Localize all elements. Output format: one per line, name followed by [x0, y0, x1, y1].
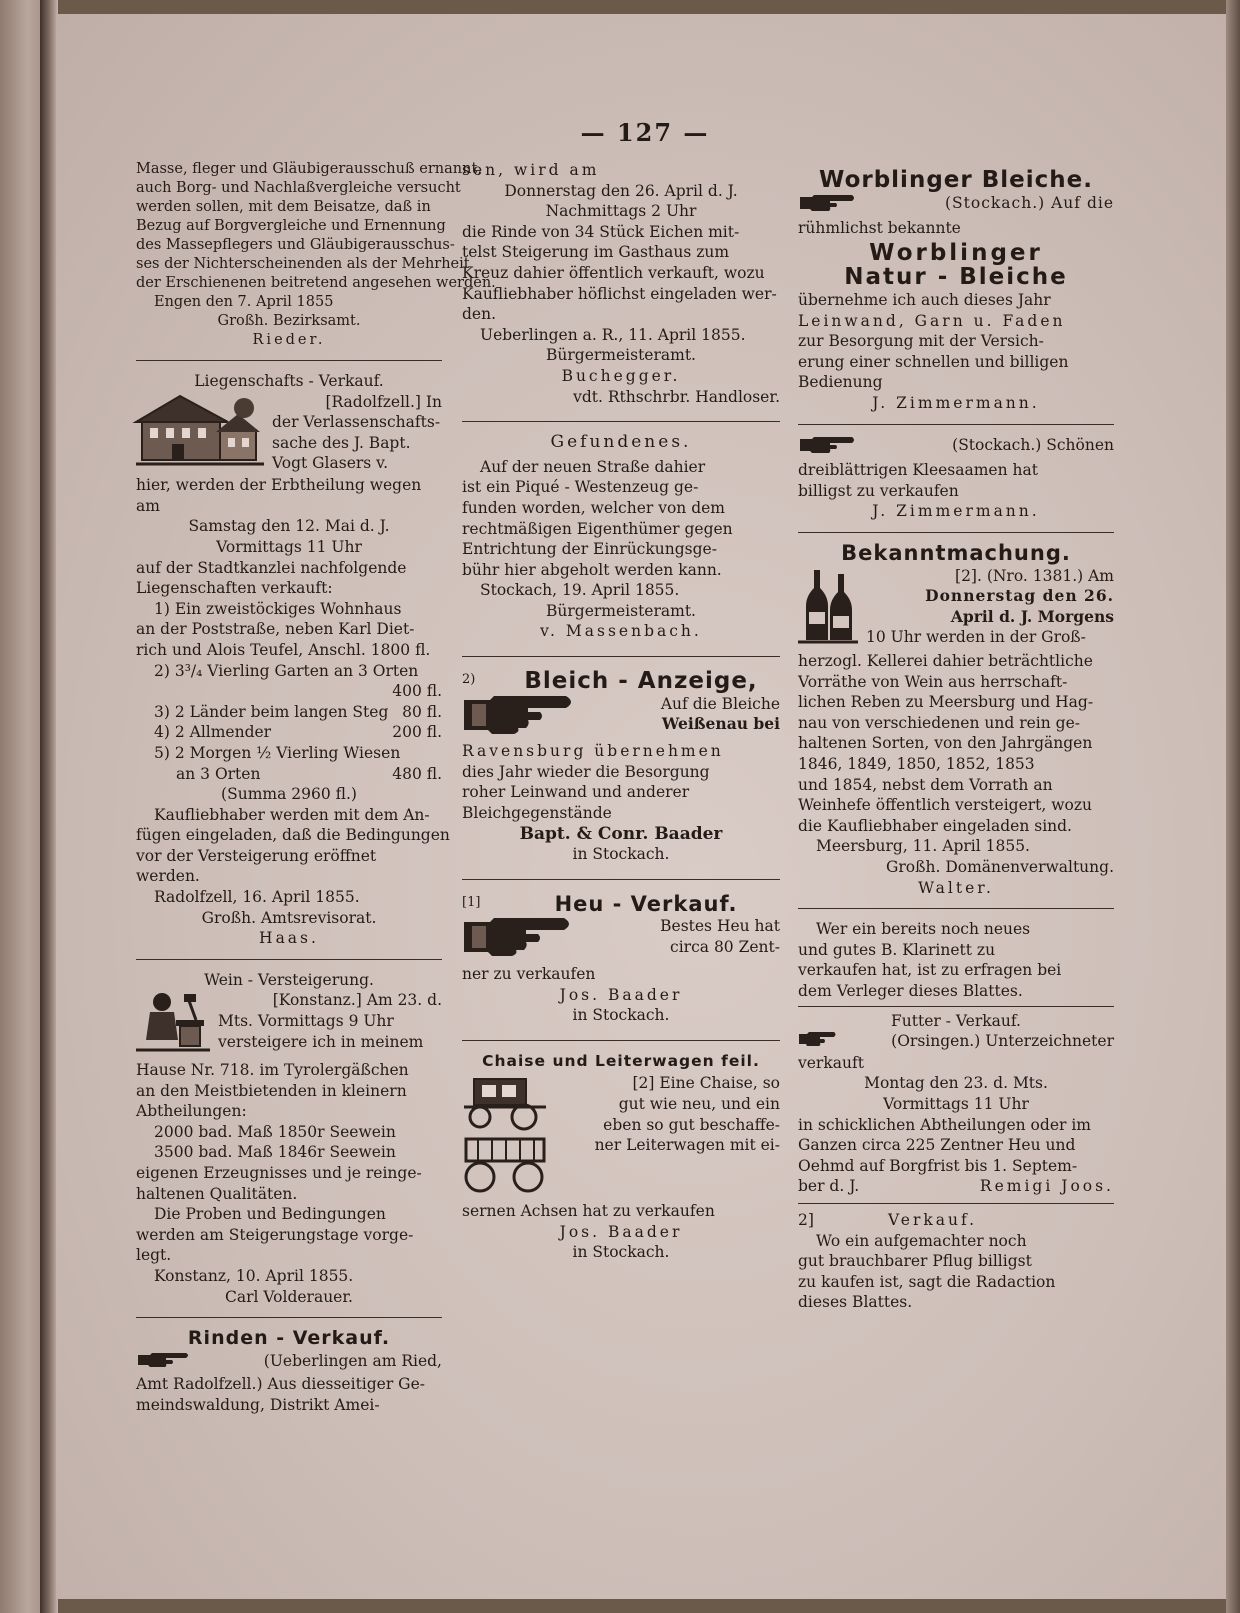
notice-title: Chaise und Leiterwagen feil.: [482, 1051, 760, 1070]
notice-signature: Walter.: [918, 878, 994, 897]
divider: [136, 959, 442, 960]
text-line: Vorräthe von Wein aus herrschaft-: [798, 672, 1068, 691]
notice-signature: Haas.: [259, 929, 319, 948]
text-line: [2] Eine Chaise, so: [632, 1074, 780, 1093]
bottles-icon: [798, 566, 858, 652]
text-line: versteigere ich in meinem: [218, 1032, 424, 1051]
text-line: Donnerstag den 26.: [925, 586, 1114, 606]
divider: [798, 424, 1114, 425]
text-line: an den Meistbietenden in kleinern: [136, 1081, 407, 1100]
notice-title: Worblinger Bleiche.: [819, 167, 1093, 193]
list-value: 480 fl.: [392, 764, 442, 783]
text-line: ses der Nichterscheinenden als der Mehrheit: [136, 256, 470, 272]
text-line: Leinwand, Garn u. Faden: [798, 311, 1066, 330]
text-line: des Massepflegers und Gläubigerausschus-: [136, 237, 455, 253]
notice-office: Bürgermeisteramt.: [546, 346, 696, 365]
notice-top: [136, 160, 496, 350]
text-line: und 1854, nebst dem Vorrath an: [798, 775, 1053, 794]
text-line: Auf der neuen Straße dahier: [480, 457, 706, 476]
notice-signature: Remigi Joos.: [979, 1177, 1114, 1196]
text-line: rechtmäßigen Eigenthümer gegen: [462, 519, 733, 538]
notice-rinden: [136, 1328, 442, 1415]
text-line: verkauft: [798, 1053, 864, 1072]
divider: [798, 532, 1114, 533]
text-line: hier, werden der Erbtheilung wegen: [136, 476, 422, 495]
text-line: der Verlassenschafts-: [272, 413, 441, 432]
notice-signature: Carl Volderauer.: [225, 1287, 353, 1306]
text-line: Mts. Vormittags 9 Uhr: [218, 1012, 394, 1031]
text-line: verkaufen hat, ist zu erfragen bei: [798, 961, 1062, 980]
notice-rinden-cont: [462, 160, 780, 407]
notice-marker: 2): [462, 672, 476, 688]
text-line: Abtheilungen:: [136, 1102, 247, 1121]
text-line: meindswaldung, Distrikt Amei-: [136, 1395, 380, 1414]
sale-time: Nachmittags 2 Uhr: [545, 202, 697, 221]
divider: [462, 421, 780, 422]
text-line: ber d. J.: [798, 1177, 860, 1196]
text-line: werden.: [136, 867, 200, 886]
notice-office: Großh. Amtsrevisorat.: [201, 908, 377, 927]
text-line: [Radolfzell.] In: [325, 392, 442, 411]
divider: [798, 1203, 1114, 1204]
text-line: herzogl. Kellerei dahier beträchtliche: [798, 652, 1093, 671]
text-line: werden am Steigerungstage vorge-: [136, 1225, 414, 1244]
notice-date: Radolfzell, 16. April 1855.: [154, 888, 360, 907]
notice-date: Stockach, 19. April 1855.: [480, 581, 680, 600]
list-item: rich und Alois Teufel, Anschl. 1800 fl.: [136, 640, 431, 659]
notice-title: Bekanntmachung.: [841, 540, 1071, 565]
notice-signature: v. Massenbach.: [540, 622, 702, 641]
divider: [462, 879, 780, 880]
text-line: Bedienung: [798, 373, 883, 392]
notice-signature: J. Zimmermann.: [872, 393, 1040, 412]
text-line: Bleichgegenstände: [462, 804, 612, 823]
text-line: [2]. (Nro. 1381.) Am: [955, 566, 1114, 585]
text-line: haltenen Qualitäten.: [136, 1184, 298, 1203]
text-line: ner zu verkaufen: [462, 965, 596, 983]
notice-title: Gefundenes.: [550, 432, 692, 453]
divider: [462, 1040, 780, 1041]
ladder-wagon-icon: [466, 1139, 544, 1191]
text-line: Vogt Glasers v.: [272, 454, 389, 473]
text-line: fügen eingeladen, daß die Bedingungen: [136, 826, 450, 845]
notice-bekanntmachung: [798, 540, 1114, 898]
text-line: (Stockach.) Schönen: [952, 435, 1114, 454]
text-line: Weinhefe öffentlich versteigert, wozu: [798, 796, 1092, 815]
divider: [798, 908, 1114, 909]
text-line: billigst zu verkaufen: [798, 481, 959, 500]
divider: [136, 1317, 442, 1318]
notice-verkauf: [798, 1210, 1114, 1313]
text-line: bühr hier abgeholt werden kann.: [462, 560, 722, 579]
text-line: nau von verschiedenen und rein ge-: [798, 713, 1080, 732]
divider: [462, 656, 780, 657]
notice-signature: Jos. Baader: [559, 985, 683, 1004]
product-name: Worblinger: [869, 239, 1043, 266]
text-line: 10 Uhr werden in der Groß-: [866, 628, 1086, 647]
book-edge: [1226, 0, 1240, 1613]
text-line: dem Verleger dieses Blattes.: [798, 982, 1023, 1000]
text-line: Auf die Bleiche: [660, 694, 780, 713]
text-line: 1846, 1849, 1850, 1852, 1853: [798, 755, 1035, 774]
notice-signature: Bapt. & Conr. Baader: [519, 823, 723, 844]
notice-title: Futter - Verkauf.: [891, 1011, 1021, 1030]
notice-place: in Stockach.: [572, 1006, 670, 1025]
notice-worblinger: [798, 167, 1114, 414]
divider: [798, 1006, 1114, 1007]
text-line: haltenen Sorten, von den Jahrgängen: [798, 734, 1093, 753]
text-line: dies Jahr wieder die Besorgung: [462, 762, 710, 781]
house-woodcut-icon: [136, 392, 264, 476]
text-line: zur Besorgung mit der Versich-: [798, 332, 1044, 351]
notice-marker: [1]: [462, 894, 481, 910]
notice-date: Ueberlingen a. R., 11. April 1855.: [480, 325, 746, 344]
text-line: dreiblättrigen Kleesaamen hat: [798, 461, 1038, 480]
page-number: — 127 —: [580, 118, 710, 147]
notice-office: Bürgermeisteramt.: [546, 601, 696, 620]
notice-title: Bleich - Anzeige,: [524, 668, 758, 695]
text-line: auch Borg- und Nachlaßvergleiche versucht: [136, 180, 461, 196]
list-item: 2000 bad. Maß 1850r Seewein: [154, 1122, 396, 1141]
list-value: 200 fl.: [392, 723, 442, 742]
text-line: Masse, fleger und Gläubigerausschuß ernannt,: [136, 161, 482, 177]
text-line: legt.: [136, 1246, 172, 1265]
notice-title: Liegenschafts - Verkauf.: [194, 372, 384, 390]
text-line: zu kaufen ist, sagt die Radaction: [798, 1272, 1056, 1291]
sale-date: Donnerstag den 26. April d. J.: [504, 181, 738, 200]
notice-liegenschaft: [136, 371, 450, 949]
text-line: auf der Stadtkanzlei nachfolgende: [136, 558, 407, 577]
text-line: gut brauchbarer Pflug billigst: [798, 1252, 1032, 1271]
text-line: Hause Nr. 718. im Tyrolergäßchen: [136, 1061, 409, 1080]
column-1: [136, 160, 496, 1416]
text-line: Wo ein aufgemachter noch: [816, 1231, 1027, 1250]
text-line: erung einer schnellen und billigen: [798, 352, 1069, 371]
notice-gefundenes: [462, 432, 780, 642]
text-line: die Kaufliebhaber eingeladen sind.: [798, 816, 1072, 835]
pointing-hand-icon: [462, 694, 580, 742]
notice-office: Großh. Bezirksamt.: [217, 313, 361, 329]
sale-time: Vormittags 11 Uhr: [216, 537, 362, 556]
notice-signature: J. Zimmermann.: [872, 502, 1040, 521]
text-line: (Orsingen.) Unterzeichneter: [891, 1032, 1114, 1051]
text-line: Bezug auf Borgvergleiche und Ernennung: [136, 218, 446, 234]
text-line: die Rinde von 34 Stück Eichen mit-: [462, 222, 740, 241]
text-line: ist ein Piqué - Westenzeug ge-: [462, 478, 699, 497]
text-line: Entrichtung der Einrückungsge-: [462, 540, 717, 559]
text-line: übernehme ich auch dieses Jahr: [798, 290, 1051, 309]
notice-place: in Stockach.: [572, 1243, 670, 1262]
divider: [136, 360, 442, 361]
notice-wein: [136, 970, 442, 1307]
text-line: Bestes Heu hat: [660, 917, 780, 936]
text-line: am: [136, 496, 160, 515]
text-line: rühmlichst bekannte: [798, 219, 961, 238]
text-line: sen, wird am: [462, 161, 600, 179]
text-line: ner Leiterwagen mit ei-: [594, 1136, 780, 1155]
list-item: 1) Ein zweistöckiges Wohnhaus: [154, 599, 402, 618]
text-line: Wer ein bereits noch neues: [816, 920, 1031, 939]
pointing-hand-icon: [136, 1351, 192, 1375]
list-value: 80 fl.: [402, 702, 442, 721]
text-line: werden sollen, mit dem Beisatze, daß in: [136, 199, 431, 215]
sale-time: Vormittags 11 Uhr: [883, 1094, 1029, 1113]
text-line: Ganzen circa 225 Zentner Heu und: [798, 1136, 1076, 1155]
list-item: 2) 3³/₄ Vierling Garten an 3 Orten: [154, 661, 419, 680]
notice-title: Verkauf.: [888, 1210, 978, 1229]
text-line: der Erschienenen beitretend angesehen werden.: [136, 275, 496, 291]
chaise-woodcut-icon: [462, 1073, 548, 1201]
notice-signature: Rieder.: [252, 332, 326, 348]
text-line: Kaufliebhaber werden mit dem An-: [154, 805, 430, 824]
text-line: gut wie neu, und ein: [618, 1094, 780, 1113]
pointing-hand-icon: [798, 193, 858, 219]
pointing-hand-icon: [798, 1031, 838, 1053]
text-line: circa 80 Zent-: [670, 938, 780, 956]
text-line: den.: [462, 305, 497, 324]
text-line: in schicklichen Abtheilungen oder im: [798, 1115, 1091, 1134]
list-item: an 3 Orten: [176, 764, 261, 783]
notice-chaise: [462, 1051, 780, 1263]
text-line: eben so gut beschaffe-: [603, 1115, 780, 1134]
column-2: [462, 160, 780, 1263]
text-line: lichen Reben zu Meersburg und Hag-: [798, 693, 1094, 712]
list-value: 400 fl.: [392, 682, 442, 701]
text-line: Kaufliebhaber höflichst eingeladen wer-: [462, 284, 777, 303]
notice-heu: [462, 890, 780, 1026]
text-line: [Konstanz.] Am 23. d.: [272, 991, 442, 1010]
notice-bleich: [462, 667, 780, 865]
list-item: 3) 2 Länder beim langen Steg: [154, 702, 389, 721]
text-line: (Stockach.) Auf die: [945, 193, 1114, 212]
notice-office: Großh. Domänenverwaltung.: [886, 858, 1114, 877]
notice-title: Rinden - Verkauf.: [187, 1327, 391, 1350]
sale-date: Samstag den 12. Mai d. J.: [188, 517, 390, 536]
text-line: funden worden, welcher von dem: [462, 498, 726, 517]
notice-marker: 2]: [798, 1210, 814, 1229]
text-line: und gutes B. Klarinett zu: [798, 940, 996, 959]
notice-date: Meersburg, 11. April 1855.: [816, 837, 1030, 856]
sum-total: (Summa 2960 fl.): [221, 785, 357, 804]
sale-date: Montag den 23. d. Mts.: [864, 1074, 1048, 1093]
text-line: (Ueberlingen am Ried,: [263, 1351, 442, 1370]
notice-klarinett: [798, 919, 1114, 1001]
notice-title: Wein - Versteigerung.: [204, 970, 374, 989]
notice-futter: [798, 1011, 1114, 1197]
text-line: roher Leinwand und anderer: [462, 783, 690, 802]
text-line: Die Proben und Bedingungen: [154, 1205, 386, 1224]
list-item: 4) 2 Allmender: [154, 723, 272, 742]
notice-date: Konstanz, 10. April 1855.: [154, 1266, 354, 1285]
notice-signature: Buchegger.: [561, 366, 681, 385]
notice-signature: vdt. Rthschrbr. Handloser.: [573, 387, 780, 406]
notice-signature: Jos. Baader: [559, 1222, 683, 1241]
text-line: sache des J. Bapt.: [272, 433, 411, 452]
text-line: April d. J. Morgens: [950, 606, 1114, 626]
text-line: Weißenau bei: [661, 714, 780, 734]
text-line: vor der Versteigerung eröffnet: [136, 846, 377, 865]
text-line: dieses Blattes.: [798, 1293, 913, 1312]
text-line: Liegenschaften verkauft:: [136, 579, 333, 598]
text-line: eigenen Erzeugnisses und je reinge-: [136, 1164, 422, 1182]
text-line: Ravensburg übernehmen: [462, 742, 724, 761]
text-line: sernen Achsen hat zu verkaufen: [462, 1201, 715, 1220]
list-item: an der Poststraße, neben Karl Diet-: [136, 620, 415, 639]
notice-klee: [798, 435, 1114, 522]
cooper-woodcut-icon: [136, 990, 210, 1060]
notice-date: Engen den 7. April 1855: [154, 294, 334, 310]
notice-place: in Stockach.: [572, 845, 670, 864]
text-line: Oehmd auf Borgfrist bis 1. Septem-: [798, 1156, 1078, 1175]
pointing-hand-icon: [798, 435, 858, 461]
text-line: telst Steigerung im Gasthaus zum: [462, 243, 730, 262]
list-item: 3500 bad. Maß 1846r Seewein: [154, 1143, 396, 1162]
list-item: 5) 2 Morgen ½ Vierling Wiesen: [154, 743, 401, 762]
text-line: Amt Radolfzell.) Aus diesseitiger Ge-: [136, 1375, 425, 1394]
text-line: Kreuz dahier öffentlich verkauft, wozu: [462, 263, 765, 282]
notice-title: Heu - Verkauf.: [554, 891, 738, 916]
pointing-hand-icon: [462, 916, 578, 964]
column-3: [798, 160, 1114, 1313]
product-name: Natur - Bleiche: [844, 264, 1068, 291]
